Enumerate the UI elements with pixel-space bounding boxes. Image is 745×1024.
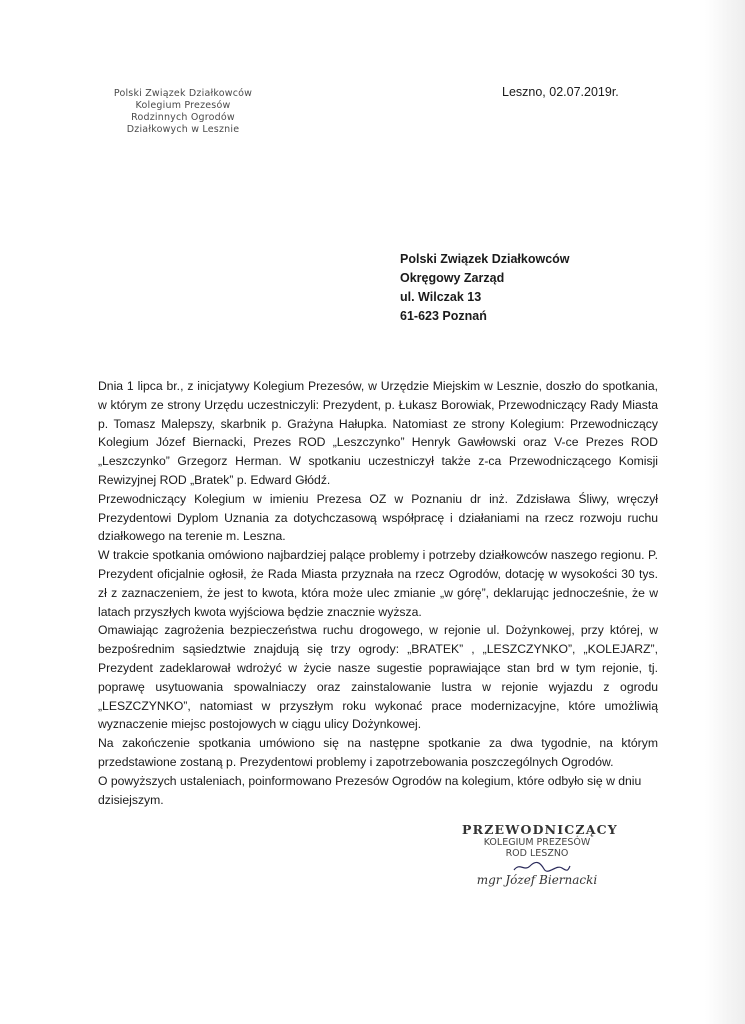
- recipient-line: 61-623 Poznań: [400, 309, 487, 323]
- signature-unit: ROD LESZNO: [505, 848, 569, 859]
- paragraph-next-meeting: Na zakończenie spotkania umówiono się na następne spotkanie za dwa tygodnie, na którym przedstawione zostaną p. Prezydentowi problemy i zapotrzebowania poszczególnych Ogrodów.: [98, 736, 658, 769]
- recipient-line: Polski Związek Działkowców: [400, 252, 570, 266]
- recipient-address: [400, 250, 570, 326]
- signature-organization: KOLEGIUM PREZESÓW: [483, 837, 591, 848]
- place-date: Leszno, 02.07.2019r.: [502, 85, 619, 99]
- sender-stamp: [108, 88, 258, 136]
- recipient-line: ul. Wilczak 13: [400, 290, 482, 304]
- handwritten-signature: [512, 860, 572, 874]
- sender-stamp-line: Polski Związek Działkowców: [113, 88, 253, 99]
- sender-stamp-line: Działkowych w Lesznie: [126, 124, 240, 135]
- sender-stamp-line: Kolegium Prezesów: [135, 100, 231, 111]
- paragraph-diploma: Przewodniczący Kolegium w imieniu Prezesa OZ w Poznaniu dr inż. Zdzisława Śliwy, wręczył Prezydentowi Dyplom Uznania za dotychczasową współpracę i działaniami na rzecz rozwoju ruchu działkowego na terenie m. Leszna.: [98, 491, 658, 544]
- sender-stamp-line: Rodzinnych Ogrodów: [131, 112, 235, 123]
- signature-stamp: [462, 822, 618, 887]
- signature-title: PRZEWODNICZĄCY: [462, 822, 618, 837]
- letter-body: [98, 377, 658, 809]
- recipient-line: Okręgowy Zarząd: [400, 271, 505, 285]
- paragraph-road-safety: Omawiając zagrożenia bezpieczeństwa ruchu drogowego, w rejonie ul. Dożynkowej, przy której, w bezpośrednim sąsiedztwie znajdują się trzy ogrody: „BRATEK” , „LESZCZYNKO”, „KOLEJARZ”, Prezydent zadeklarował wdrożyć w życie nasze sugestie poprawiające stan brd w tym rejonie, tj. poprawę usytuowania spowalniaczy oraz zainstalowanie lustra w rejonie wyjazdu z ogrodu „LESZCZYNKO”, natomiast w przyszłym roku wykonać prace modernizacyjne, które umożliwią wyznaczenie miejsc postojowych w ciągu ulicy Dożynkowej.: [98, 623, 658, 732]
- paragraph-subsidy: W trakcie spotkania omówiono najbardziej palące problemy i potrzeby działkowców naszego regionu. P. Prezydent oficjalnie ogłosił, że Rada Miasta przyznała na rzecz Ogrodów, dotację w wysokości 30 tys. zł z zaznaczeniem, że jest to kwota, która może ulec zmianie „w górę”, deklarując jednocześnie, że w latach przyszłych kwota wyjściowa będzie znacznie wyższa.: [98, 548, 658, 619]
- paragraph-conclusion: O powyższych ustaleniach, poinformowano Prezesów Ogrodów na kolegium, które odbyło się w dniu dzisiejszym.: [98, 773, 642, 807]
- paragraph-meeting-participants: Dnia 1 lipca br., z inicjatywy Kolegium Prezesów, w Urzędzie Miejskim w Lesznie, doszło do spotkania, w którym ze strony Urzędu uczestniczyli: Prezydent, p. Łukasz Borowiak, Przewodniczący Rady Miasta p. Tomasz Malepszy, skarbnik p. Grażyna Hałupka. Natomiast ze strony Kolegium: Przewodniczący Kolegium Józef Biernacki, Prezes ROD „Leszczynko” Henryk Gawłowski oraz V-ce Prezes ROD „Leszczynko” Grzegorz Herman. W spotkaniu uczestniczył także z-ca Przewodniczącego Komisji Rewizyjnej ROD „Bratek” p. Edward Głódź.: [98, 379, 658, 487]
- signatory-name: mgr Józef Biernacki: [476, 873, 598, 887]
- scan-edge-shadow: [705, 0, 745, 1024]
